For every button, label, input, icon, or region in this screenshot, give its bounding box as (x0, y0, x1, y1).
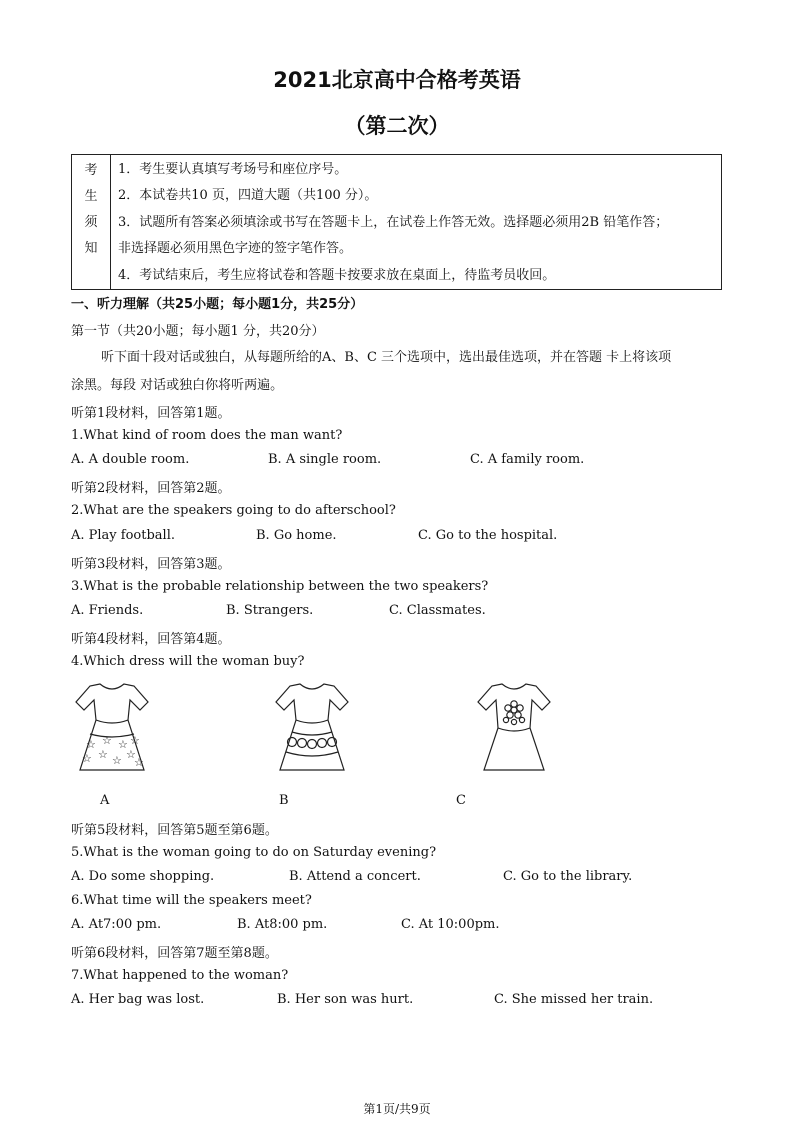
option-c: C. Go to the hospital. (418, 528, 558, 543)
notice-label: 须 (84, 215, 98, 230)
notice-line: 1．考生要认真填写考场号和座位序号。 (118, 162, 348, 177)
svg-text:☆: ☆ (118, 738, 128, 751)
page-subtitle: （第二次） (344, 114, 450, 138)
option-c: C. Classmates. (389, 603, 486, 618)
option-a: A. Friends. (71, 603, 144, 618)
option-b: B. A single room. (268, 452, 382, 467)
question-stem: 1.What kind of room does the man want? (71, 428, 343, 443)
notice-line: 2．本试卷共10 页，四道大题（共100 分）。 (118, 188, 378, 203)
question-stem: 4.Which dress will the woman buy? (71, 654, 305, 669)
instruction-text: 听下面十段对话或独白，从每题所给的A、B、C 三个选项中，选出最佳选项，并在答题 卡上将该项 (101, 350, 672, 365)
option-b: B. Strangers. (226, 603, 314, 618)
option-c: C. Go to the library. (503, 869, 633, 884)
dress-b-image (272, 680, 352, 776)
option-c: C. She missed her train. (494, 992, 654, 1007)
question-stem: 5.What is the woman going to do on Saturday evening? (71, 845, 437, 860)
page-title: 2021北京高中合格考英语 (273, 68, 521, 92)
question-stem: 2.What are the speakers going to do afterschool? (71, 503, 396, 518)
svg-text:☆: ☆ (134, 756, 144, 769)
passage-instruction: 听第6段材料，回答第7题至第8题。 (71, 946, 278, 961)
notice-label: 考 (84, 163, 98, 178)
page-number: 第1页/共9页 (363, 1102, 431, 1116)
option-c: C. At 10:00pm. (401, 917, 500, 932)
dress-label-c: C (456, 793, 466, 808)
option-a: A. Her bag was lost. (71, 992, 205, 1007)
notice-label: 知 (84, 241, 98, 256)
question-stem: 6.What time will the speakers meet? (71, 893, 312, 908)
notice-label: 生 (84, 189, 98, 204)
svg-text:☆: ☆ (98, 748, 108, 761)
option-b: B. Attend a concert. (289, 869, 421, 884)
instruction-text: 涂黑。每段 对话或独白你将听两遍。 (71, 378, 284, 393)
notice-label-column (72, 155, 111, 289)
option-c: C. A family room. (470, 452, 585, 467)
svg-text:☆: ☆ (126, 748, 136, 761)
notice-line: 4．考试结束后，考生应将试卷和答题卡按要求放在桌面上，待监考员收回。 (118, 268, 556, 283)
option-b: B. At8:00 pm. (237, 917, 328, 932)
svg-text:☆: ☆ (130, 734, 140, 747)
question-stem: 3.What is the probable relationship between the two speakers? (71, 579, 489, 594)
dress-c-image (474, 680, 554, 776)
svg-text:☆: ☆ (86, 738, 96, 751)
option-a: A. At7:00 pm. (71, 917, 162, 932)
passage-instruction: 听第4段材料，回答第4题。 (71, 632, 231, 647)
svg-text:☆: ☆ (82, 752, 92, 765)
dress-label-b: B (279, 793, 289, 808)
option-b: B. Go home. (256, 528, 337, 543)
dress-a-image (72, 680, 152, 776)
option-a: A. Do some shopping. (71, 869, 215, 884)
svg-text:☆: ☆ (112, 754, 122, 767)
passage-instruction: 听第3段材料，回答第3题。 (71, 557, 231, 572)
option-a: A. Play football. (71, 528, 175, 543)
part-heading: 第一节（共20小题；每小题1 分，共20分） (71, 324, 325, 339)
option-a: A. A double room. (71, 452, 190, 467)
section-heading: 一、听力理解（共25小题；每小题1分，共25分） (71, 297, 364, 312)
passage-instruction: 听第5段材料，回答第5题至第6题。 (71, 823, 278, 838)
svg-text:☆: ☆ (102, 734, 112, 747)
passage-instruction: 听第1段材料，回答第1题。 (71, 406, 231, 421)
exam-notice-box (71, 154, 722, 290)
question-stem: 7.What happened to the woman? (71, 968, 289, 983)
notice-line: 非选择题必须用黑色字迹的签字笔作答。 (118, 241, 353, 256)
option-b: B. Her son was hurt. (277, 992, 414, 1007)
dress-label-a: A (100, 793, 110, 808)
notice-line: 3．试题所有答案必须填涂或书写在答题卡上，在试卷上作答无效。选择题必须用2B 铅笔作答； (118, 215, 669, 230)
passage-instruction: 听第2段材料，回答第2题。 (71, 481, 231, 496)
